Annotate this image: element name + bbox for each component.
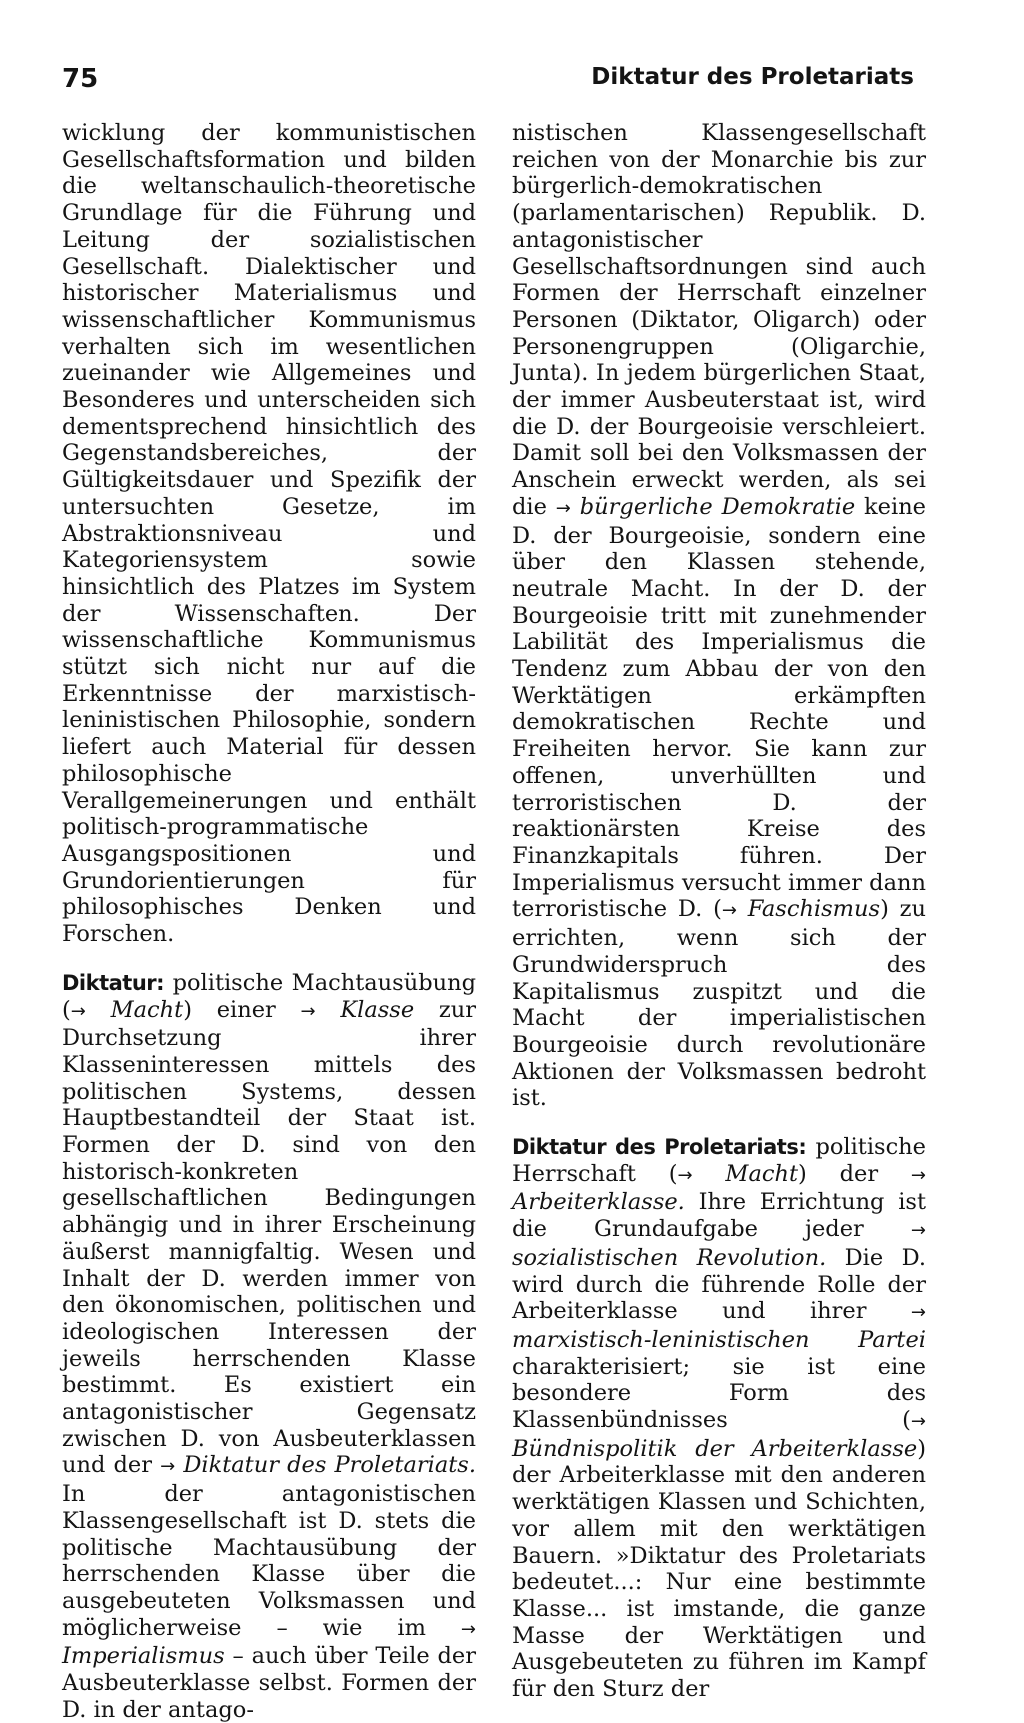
entry-diktatur: Diktatur: politische Machtausübung (→ Macht) einer → Klasse zur Durchsetzung ihrer Klasseninteressen mittels des politischen Systems, dessen Hauptbestandteil der Staat ist. Formen der D. sind von den historisch-konkreten gesellschaftlichen Bedingungen abhängig und in ihrer Erscheinung äußerst mannigfaltig. Wesen und Inhalt der D. werden immer von den ökonomischen, politischen und ideologischen Interessen der jeweils herrschenden Klasse bestimmt. Es existiert ein antagonistischer Gegensatz zwischen D. von Ausbeuterklassen und der → Diktatur des Proletariats. In der antagonistischen Klassengesellschaft ist D. stets die politische Machtausübung der herrschenden Klasse über die ausgebeuteten Volksmassen und möglicherweise – wie im → Imperialismus – auch über Teile der Ausbeuterklasse selbst. Formen der D. in der antago-: [62, 969, 477, 1723]
cross-reference: Klasse: [340, 996, 415, 1023]
cross-reference: Bündnispolitik der Arbeiterklasse: [512, 1435, 918, 1462]
entry-lemma: Diktatur des Proletariats:: [512, 1135, 807, 1160]
page-number: 75: [62, 64, 99, 94]
right-column: [512, 120, 926, 1703]
cross-reference: Macht: [725, 1160, 798, 1187]
continued-paragraph: nistischen Klassengesellschaft reichen von der Monarchie bis zur bürgerlich-demokratischen (parlamentarischen) Republik. D. antagonistischer Gesellschaftsordnungen sind auch Formen der Herrschaft einzelner Personen (Diktator, Oligarch) oder Personengruppen (Oligarchie, Junta). In jedem bürgerlichen Staat, der immer Ausbeuterstaat ist, wird die D. der Bourgeoisie verschleiert. Damit soll bei den Volksmassen der Anschein erweckt werden, als sei die → bürgerliche Demokratie keine D. der Bourgeoisie, sondern eine über den Klassen stehende, neutrale Macht. In der D. der Bourgeoisie tritt mit zunehmender Labilität des Imperialismus die Tendenz zum Abbau der von den Werktätigen erkämpften demokratischen Rechte und Freiheiten hervor. Sie kann zur offenen, unverhüllten und terroristischen D. der reaktionärsten Kreise des Finanzkapitals führen. Der Imperialismus versucht immer dann terroristische D. (→ Faschismus) zu errichten, wenn sich der Grundwiderspruch des Kapitalismus zuspitzt und die Macht der imperialistischen Bourgeoisie durch revolutionäre Aktionen der Volksmassen bedroht ist.: [512, 120, 926, 1112]
left-column: [62, 120, 476, 1723]
cross-reference: marxistisch-leninistischen Partei: [512, 1326, 926, 1353]
entry-diktatur-des-proletariats: Diktatur des Proletariats: politische Herrschaft (→ Macht) der → Arbeiterklasse. Ihre Errichtung ist die Grundaufgabe jeder → sozialistischen Revolution. Die D. wird durch die führende Rolle der Arbeiterklasse und ihrer → marxistisch-leninistischen Partei charakterisiert; sie ist eine besondere Form des Klassenbündnisses (→ Bündnispolitik der Arbeiterklasse) der Arbeiterklasse mit den anderen werktätigen Klassen und Schichten, vor allem mit den werktätigen Bauern. »Diktatur des Proletariats bedeutet...: Nur eine bestimmte Klasse... ist imstande, die ganze Masse der Werktätigen und Ausgebeuteten zu führen im Kampf für den Sturz der: [512, 1134, 927, 1703]
entry-lemma: Diktatur:: [62, 970, 165, 995]
cross-reference-arrow-icon: →: [677, 1164, 693, 1186]
cross-reference-arrow-icon: →: [910, 1164, 926, 1186]
cross-reference-arrow-icon: →: [160, 1456, 176, 1478]
cross-reference-arrow-icon: →: [721, 900, 737, 922]
cross-reference: bürgerliche Demokratie: [579, 493, 856, 520]
running-head: Diktatur des Proletariats: [591, 64, 914, 90]
cross-reference: sozialistischen Revolution.: [512, 1244, 827, 1271]
continued-paragraph: wicklung der kommunistischen Gesellschaftsformation und bilden die weltanschaulich-theoretische Grundlage für die Führung und Leitung der sozialistischen Gesellschaft. Dialektischer und historischer Materialismus und wissenschaftlicher Kommunismus verhalten sich im wesentlichen zueinander wie Allgemeines und Besonderes und unterscheiden sich dementsprechend hinsichtlich des Gegenstandsbereiches, der Gültigkeitsdauer und Spezifik der untersuchten Gesetze, im Abstraktionsniveau und Kategoriensystem sowie hinsichtlich des Platzes im System der Wissenschaften. Der wissenschaftliche Kommunismus stützt sich nicht nur auf die Erkenntnisse der marxistisch-leninistischen Philosophie, sondern liefert auch Material für dessen philosophische Verallgemeinerungen und enthält politisch-programmatische Ausgangspositionen und Grundorientierungen für philosophisches Denken und Forschen.: [62, 120, 476, 948]
cross-reference-arrow-icon: →: [910, 1302, 926, 1324]
cross-reference: Diktatur des Proletariats.: [183, 1452, 477, 1479]
cross-reference-arrow-icon: →: [910, 1411, 926, 1433]
cross-reference-arrow-icon: →: [460, 1618, 476, 1640]
cross-reference-arrow-icon: →: [910, 1220, 926, 1242]
cross-reference: Faschismus: [747, 896, 881, 923]
cross-reference: Imperialismus: [62, 1643, 225, 1670]
cross-reference-arrow-icon: →: [555, 497, 571, 519]
cross-reference: Macht: [110, 996, 184, 1023]
cross-reference: Arbeiterklasse.: [512, 1189, 685, 1216]
cross-reference-arrow-icon: →: [70, 1000, 86, 1022]
cross-reference-arrow-icon: →: [300, 1000, 316, 1022]
